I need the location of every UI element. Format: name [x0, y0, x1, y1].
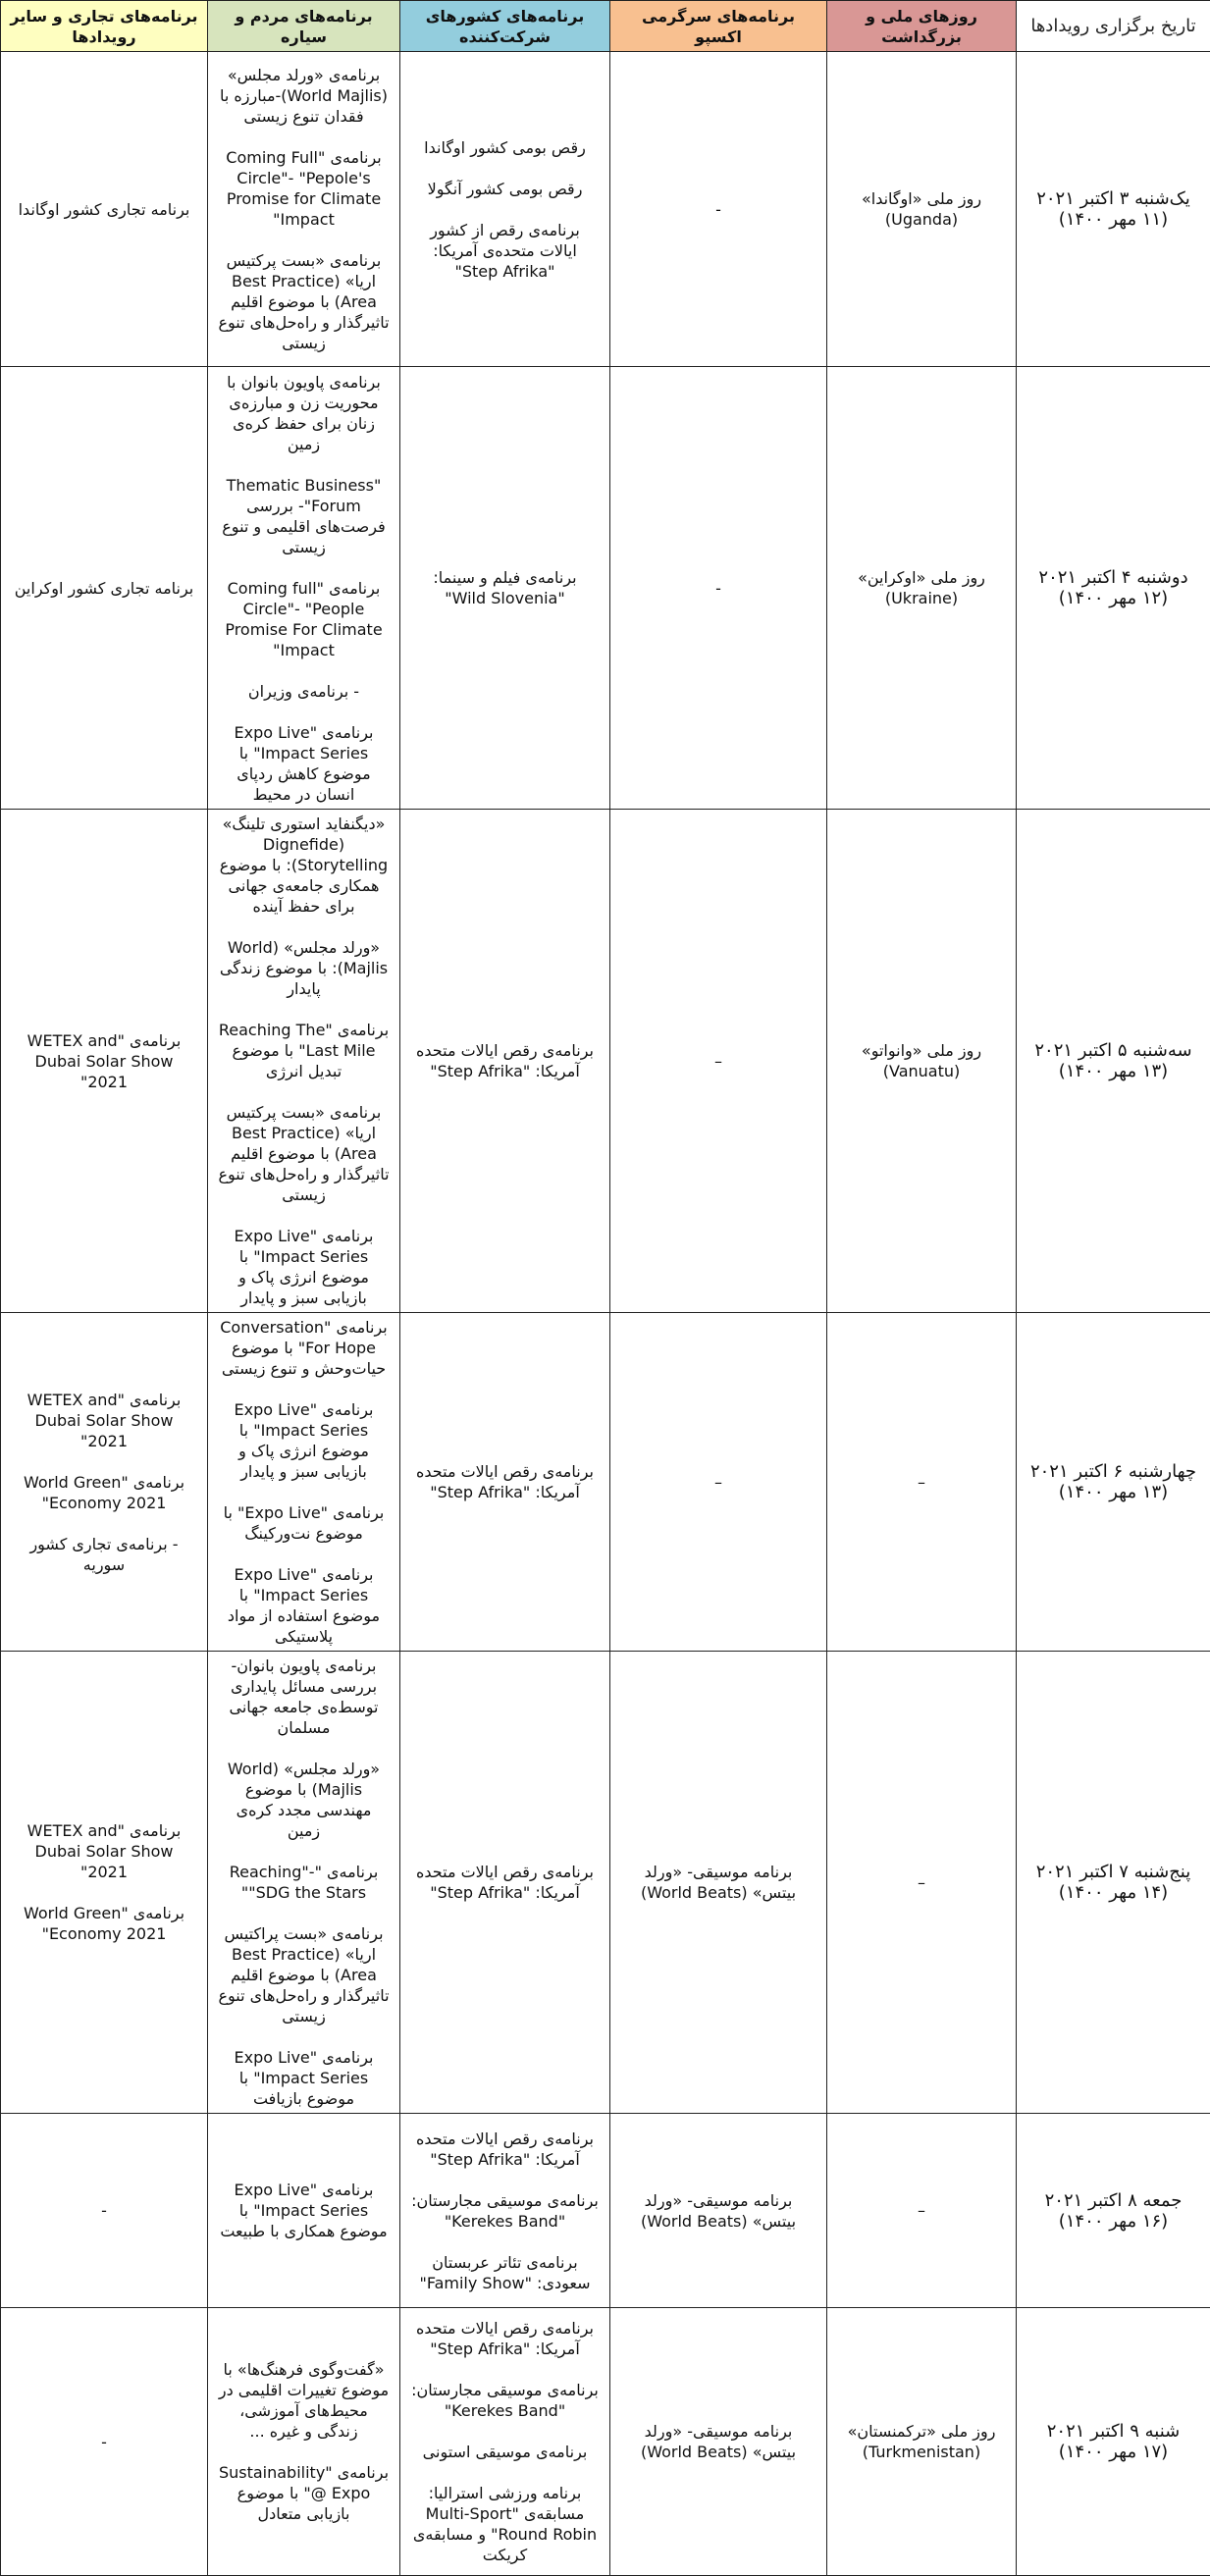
business-program-cell: [1, 367, 208, 810]
people-planet-program-item: برنامه‌ی "Coming full Circle"- "People Promise For Climate Impact": [218, 578, 390, 660]
country-program-cell: [400, 367, 610, 810]
entertainment-cell: [610, 2308, 827, 2576]
country-program-item: برنامه‌ی رقص ایالات متحده آمریکا: "Step Afrika": [410, 1862, 600, 1903]
people-planet-program-item: «گفت‌وگوی فرهنگ‌ها» با موضوع تغییرات اقلیمی در محیط‌های آموزشی، زندگی و غیره ...: [218, 2359, 390, 2442]
country-program-item: برنامه‌ی تئاتر عربستان سعودی: "Family Show": [410, 2252, 600, 2293]
header-date: تاریخ برگزاری رویدادها: [1017, 1, 1210, 52]
national-day-cell: [827, 367, 1017, 810]
people-planet-program-item: برنامه‌ی "Expo Live Impact Series" با موضوع انرژی پاک و بازیابی سبز و پایدار: [218, 1399, 390, 1482]
national-day-name: روز ملی «وانواتو»: [837, 1040, 1006, 1061]
header-expo-entertainment: برنامه‌های سرگرمی اکسپو: [610, 1, 827, 52]
business-program-cell: [1, 1313, 208, 1652]
national-day-country: (Uganda): [837, 209, 1006, 230]
business-program-item: برنامه‌ی "WETEX and Dubai Solar Show 2021": [11, 1030, 197, 1092]
business-program-cell: [1, 810, 208, 1313]
people-planet-program-item: برنامه‌ی پاویون بانوان- بررسی مسائل پایداری توسط‌ه‌ی جامعه جهانی مسلمان: [218, 1656, 390, 1738]
national-day-cell: [827, 1652, 1017, 2114]
business-program-item: برنامه‌ی "WETEX and Dubai Solar Show 2021": [11, 1820, 197, 1882]
country-program-cell: [400, 810, 610, 1313]
date-persian: (۱۶ مهر ۱۴۰۰): [1026, 2211, 1200, 2232]
table-row: [1, 810, 1210, 1313]
business-program-item: برنامه تجاری کشور اوگاندا: [11, 199, 197, 220]
country-program-item: برنامه ورزشی استرالیا: مسابقه‌ی "Multi-Sport Round Robin" و مسابقه‌ی کریکت: [410, 2483, 600, 2565]
table-row: [1, 2114, 1210, 2308]
country-program-item: برنامه‌ی رقص از کشور ایالات متحده‌ی آمریکا: "Step Afrika": [410, 220, 600, 282]
people-planet-program-cell: [208, 1313, 400, 1652]
people-planet-program-item: برنامه‌ی «ورلد مجلس» (World Majlis)-مبارزه با فقدان تنوع زیستی: [218, 65, 390, 127]
people-planet-program-item: «ورلد مجلس» (World Majlis): با موضوع زندگی پایدار: [218, 937, 390, 999]
date-cell: [1017, 2114, 1210, 2308]
entertainment-cell: [610, 1652, 827, 2114]
entertainment-text: برنامه موسیقی- «ورلد بیتس» (World Beats): [620, 1862, 816, 1903]
business-program-item: برنامه‌ی "World Green Economy 2021": [11, 1472, 197, 1513]
country-program-item: برنامه‌ی رقص ایالات متحده آمریکا: "Step Afrika": [410, 1040, 600, 1081]
national-day-cell: [827, 2114, 1017, 2308]
people-planet-program-cell: [208, 2308, 400, 2576]
national-day-name: روز ملی «اوکراین»: [837, 567, 1006, 588]
people-planet-program-item: «ورلد مجلس» (World Majlis) با موضوع مهندسی مجدد کره‌ی زمین: [218, 1759, 390, 1841]
country-program-item: برنامه‌ی رقص ایالات متحده آمریکا: "Step Afrika": [410, 2318, 600, 2359]
national-day-country: (Vanuatu): [837, 1061, 1006, 1081]
country-program-item: رقص بومی کشور اوگاندا: [410, 137, 600, 158]
business-program-item: - برنامه‌ی تجاری کشور سوریه: [11, 1534, 197, 1575]
people-planet-program-item: برنامه‌ی "Expo Live Impact Series" با موضوع بازیافت: [218, 2047, 390, 2109]
people-planet-program-item: - برنامه‌ی وزیران: [218, 681, 390, 702]
date-persian: (۱۷ مهر ۱۴۰۰): [1026, 2442, 1200, 2462]
people-planet-program-item: برنامه‌ی «بست پراکتیس اریا» (Best Practice Area) با موضوع اقلیم تاثیرگذار و راه‌حل‌های تنوع زیستی: [218, 1923, 390, 2026]
people-planet-program-item: برنامه‌ی "Expo Live" با موضوع نت‌ورکینگ: [218, 1502, 390, 1544]
date-persian: (۱۱ مهر ۱۴۰۰): [1026, 209, 1200, 230]
date-cell: [1017, 2308, 1210, 2576]
table-row: [1, 367, 1210, 810]
people-planet-program-item: برنامه‌ی «بست پرکتیس اریا» (Best Practice Area) با موضوع اقلیم تاثیرگذار و راه‌حل‌های تنوع زیستی: [218, 250, 390, 353]
people-planet-program-item: برنامه‌ی "Expo Live Impact Series" با موضوع استفاده از مواد پلاستیکی: [218, 1564, 390, 1647]
entertainment-cell: [610, 810, 827, 1313]
date-gregorian: یک‌شنبه ۳ اکتبر ۲۰۲۱: [1026, 188, 1200, 209]
people-planet-program-item: برنامه‌ی "Sustainability @ Expo" با موضوع بازیابی متعادل: [218, 2462, 390, 2524]
entertainment-text: -: [620, 578, 816, 599]
entertainment-cell: [610, 1313, 827, 1652]
date-gregorian: سه‌شنبه ۵ اکتبر ۲۰۲۱: [1026, 1040, 1200, 1061]
people-planet-program-cell: [208, 2114, 400, 2308]
header-participating-countries: برنامه‌های کشورهای شرکت‌کننده: [400, 1, 610, 52]
national-day-country: (Ukraine): [837, 588, 1006, 608]
national-day-country: (Turkmenistan): [837, 2442, 1006, 2462]
entertainment-cell: [610, 52, 827, 367]
business-program-item: -: [11, 2200, 197, 2221]
entertainment-text: برنامه موسیقی- «ورلد بیتس» (World Beats): [620, 2190, 816, 2232]
date-persian: (۱۳ مهر ۱۴۰۰): [1026, 1482, 1200, 1502]
people-planet-program-item: برنامه‌ی "Reaching The Last Mile" با موضوع تبدیل انرژی: [218, 1020, 390, 1081]
date-cell: [1017, 52, 1210, 367]
country-program-item: برنامه‌ی رقص ایالات متحده آمریکا: "Step Afrika": [410, 1461, 600, 1502]
country-program-cell: [400, 2114, 610, 2308]
table-row: [1, 1313, 1210, 1652]
country-program-item: برنامه‌ی موسیقی مجارستان: "Kerekes Band": [410, 2380, 600, 2421]
national-day-cell: [827, 1313, 1017, 1652]
business-program-item: -: [11, 2432, 197, 2452]
date-gregorian: چهارشنبه ۶ اکتبر ۲۰۲۱: [1026, 1461, 1200, 1482]
business-program-cell: [1, 52, 208, 367]
header-people-planet: برنامه‌های مردم و سیاره: [208, 1, 400, 52]
date-cell: [1017, 367, 1210, 810]
people-planet-program-item: برنامه‌ی "Reaching"- "SDG the Stars": [218, 1862, 390, 1903]
people-planet-program-item: «دیگنفاید استوری تلینگ» (Dignefide Storytelling): با موضوع همکاری جامعه‌ی جهانی برای حفظ آینده: [218, 814, 390, 917]
entertainment-text: –: [620, 1472, 816, 1493]
business-program-item: برنامه‌ی "World Green Economy 2021": [11, 1903, 197, 1944]
date-gregorian: شنبه ۹ اکتبر ۲۰۲۱: [1026, 2421, 1200, 2442]
country-program-item: برنامه‌ی رقص ایالات متحده آمریکا: "Step Afrika": [410, 2129, 600, 2170]
country-program-cell: [400, 1652, 610, 2114]
entertainment-text: –: [620, 1051, 816, 1072]
national-day-cell: [827, 52, 1017, 367]
date-gregorian: پنج‌شنبه ۷ اکتبر ۲۰۲۱: [1026, 1862, 1200, 1882]
business-program-cell: [1, 1652, 208, 2114]
country-program-cell: [400, 1313, 610, 1652]
date-persian: (۱۴ مهر ۱۴۰۰): [1026, 1882, 1200, 1903]
table-row: [1, 52, 1210, 367]
national-day-name: روز ملی «اوگاندا»: [837, 188, 1006, 209]
table-row: [1, 2308, 1210, 2576]
entertainment-text: برنامه موسیقی- «ورلد بیتس» (World Beats): [620, 2421, 816, 2462]
people-planet-program-item: برنامه‌ی "Conversation For Hope" با موضوع حیات‌وحش و تنوع زیستی: [218, 1317, 390, 1379]
people-planet-program-item: "Thematic Business Forum"- بررسی فرصت‌های اقلیمی و تنوع زیستی: [218, 475, 390, 557]
country-program-item: برنامه‌ی فیلم و سینما: "Wild Slovenia": [410, 567, 600, 608]
country-program-item: برنامه‌ی موسیقی مجارستان: "Kerekes Band": [410, 2190, 600, 2232]
people-planet-program-item: برنامه‌ی "Expo Live Impact Series" با موضوع انرژی پاک و بازیابی سبز و پایدار: [218, 1226, 390, 1308]
country-program-cell: [400, 2308, 610, 2576]
date-gregorian: دوشنبه ۴ اکتبر ۲۰۲۱: [1026, 567, 1200, 588]
header-business-other: برنامه‌های تجاری و سایر رویدادها: [1, 1, 208, 52]
people-planet-program-cell: [208, 1652, 400, 2114]
business-program-item: برنامه تجاری کشور اوکراین: [11, 578, 197, 599]
header-row: [1, 1, 1210, 52]
people-planet-program-cell: [208, 367, 400, 810]
people-planet-program-item: برنامه‌ی «بست پرکتیس اریا» (Best Practice Area) با موضوع اقلیم تاثیرگذار و راه‌حل‌های تنوع زیستی: [218, 1102, 390, 1205]
entertainment-cell: [610, 2114, 827, 2308]
national-day-name: –: [837, 1472, 1006, 1493]
date-cell: [1017, 1652, 1210, 2114]
people-planet-program-cell: [208, 810, 400, 1313]
entertainment-cell: [610, 367, 827, 810]
table-row: [1, 1652, 1210, 2114]
country-program-cell: [400, 52, 610, 367]
date-persian: (۱۲ مهر ۱۴۰۰): [1026, 588, 1200, 608]
people-planet-program-item: برنامه‌ی "Coming Full Circle"- "Pepole's Promise for Climate Impact": [218, 147, 390, 230]
people-planet-program-item: برنامه‌ی "Expo Live Impact Series" با موضوع کاهش ردپای انسان در محیط: [218, 722, 390, 805]
date-cell: [1017, 810, 1210, 1313]
entertainment-text: -: [620, 199, 816, 220]
date-gregorian: جمعه ۸ اکتبر ۲۰۲۱: [1026, 2190, 1200, 2211]
date-persian: (۱۳ مهر ۱۴۰۰): [1026, 1061, 1200, 1081]
people-planet-program-item: برنامه‌ی پاویون بانوان با محوریت زن و مبارزه‌ی زنان برای حفظ کره‌ی زمین: [218, 372, 390, 454]
national-day-name: –: [837, 1872, 1006, 1893]
country-program-item: برنامه‌ی موسیقی استونی: [410, 2442, 600, 2462]
country-program-item: رقص بومی کشور آنگولا: [410, 179, 600, 199]
national-day-name: –: [837, 2200, 1006, 2221]
date-cell: [1017, 1313, 1210, 1652]
national-day-cell: [827, 2308, 1017, 2576]
people-planet-program-cell: [208, 52, 400, 367]
national-day-cell: [827, 810, 1017, 1313]
header-national-days: روزهای ملی و بزرگداشت: [827, 1, 1017, 52]
people-planet-program-item: برنامه‌ی "Expo Live Impact Series" با موضوع همکاری با طبیعت: [218, 2180, 390, 2241]
business-program-item: برنامه‌ی "WETEX and Dubai Solar Show 2021": [11, 1390, 197, 1451]
business-program-cell: [1, 2114, 208, 2308]
national-day-name: روز ملی «ترکمنستان»: [837, 2421, 1006, 2442]
business-program-cell: [1, 2308, 208, 2576]
